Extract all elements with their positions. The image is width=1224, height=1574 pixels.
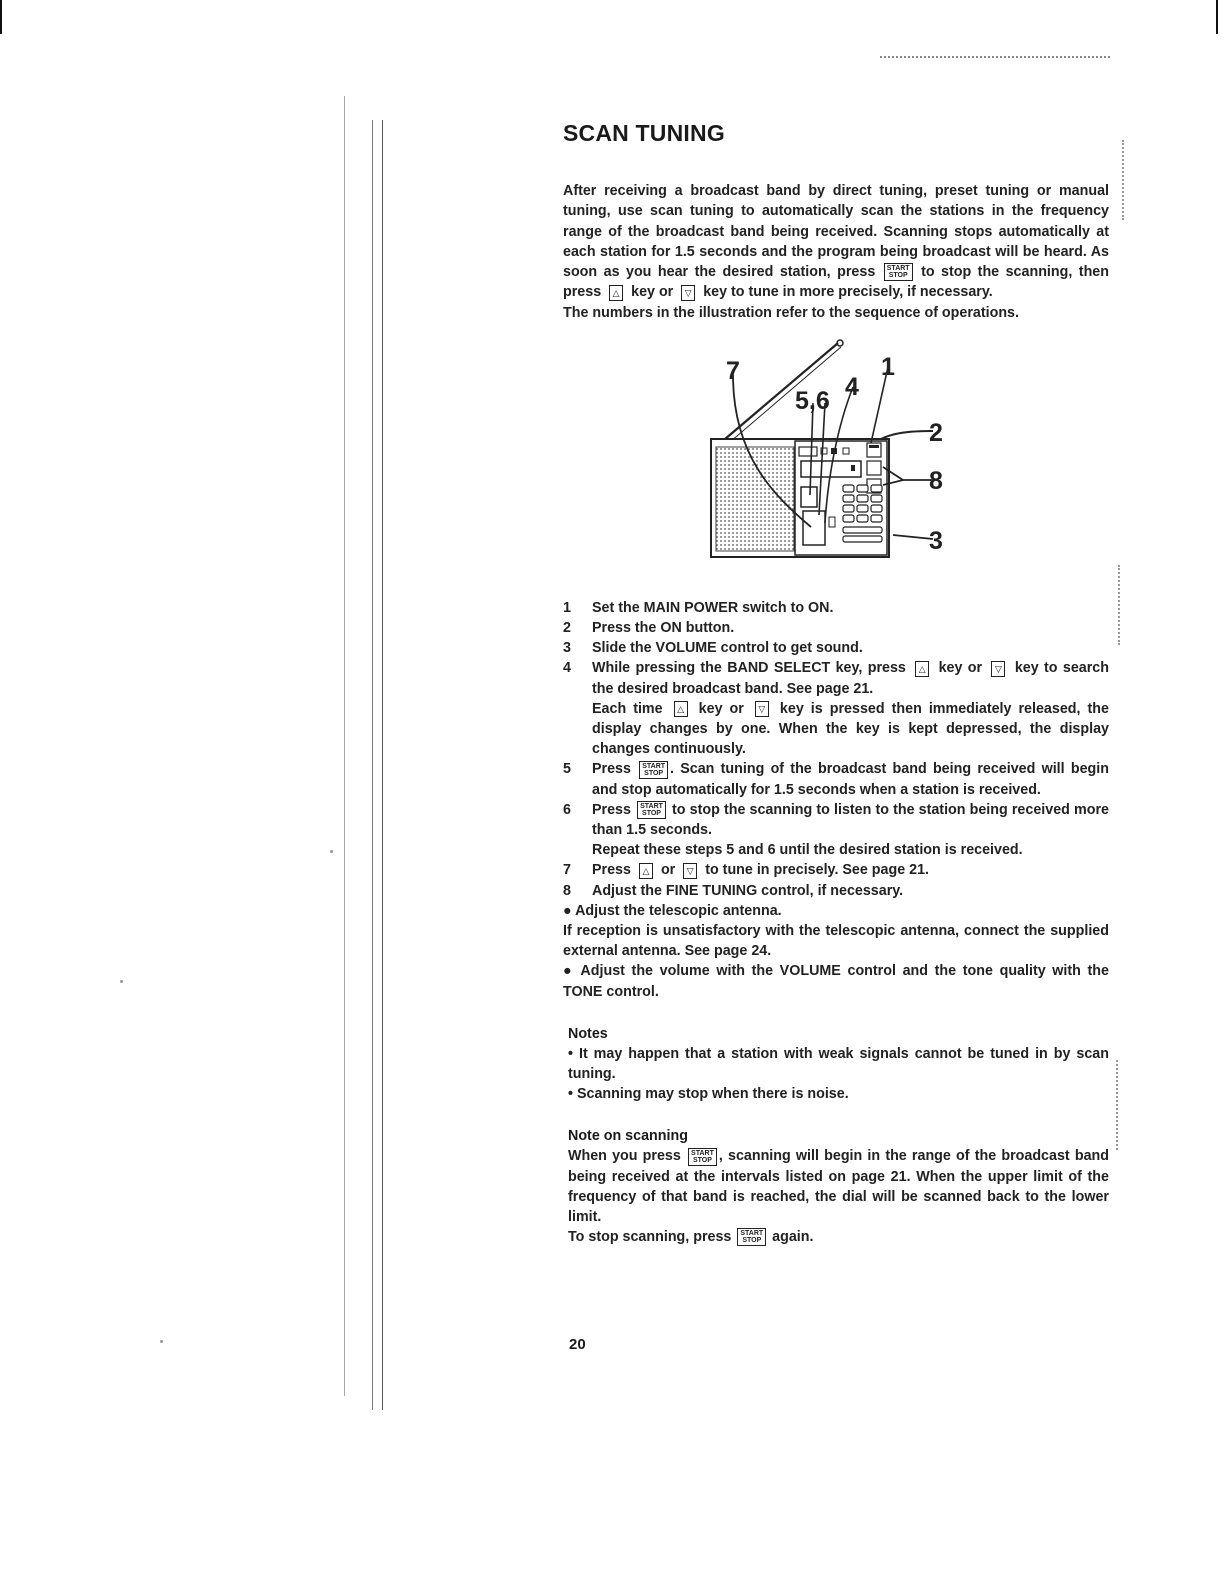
- note-item: • It may happen that a station with weak signals cannot be tuned in by scan tuning.: [568, 1045, 1109, 1083]
- radio-illustration: [563, 335, 1109, 570]
- scan-edge-right: [1216, 0, 1218, 34]
- right-scan-dots-3: [1116, 1060, 1120, 1150]
- steps-list: [563, 598, 1109, 901]
- step-1: 1 Set the MAIN POWER switch to ON.: [563, 599, 834, 616]
- stop-scanning-line: To stop scanning, press START STOP again.: [568, 1229, 814, 1246]
- top-scan-noise: [880, 56, 1110, 64]
- down-key-icon: ▽: [683, 863, 697, 879]
- up-key-icon: △: [915, 661, 929, 677]
- callout-8: 8: [929, 466, 943, 495]
- antenna-paragraph: If reception is unsatisfactory with the telescopic antenna, connect the supplied external antenna. See page 24.: [563, 923, 1109, 960]
- page-number: 20: [569, 1336, 586, 1353]
- step-4: 4 While pressing the BAND SELECT key, press △ key or ▽ key to search the desired broadcast band. See page 21. Each time △ key or ▽ key is pressed then immediately released, the display changes by one. When the key is kept depressed, the display changes continuously.: [563, 660, 1109, 758]
- page-content: [563, 120, 1109, 1247]
- speck: [330, 850, 333, 853]
- notes-heading: Notes: [568, 1025, 608, 1042]
- step-6: 6 Press START STOP to stop the scanning to listen to the station being received more than 1.5 seconds. Repeat these steps 5 and 6 until the desired station is received.: [563, 801, 1109, 859]
- start-stop-key-icon: START STOP: [737, 1228, 766, 1246]
- up-key-icon: △: [609, 285, 623, 301]
- right-scan-dots-1: [1122, 140, 1126, 220]
- up-key-icon: △: [639, 863, 653, 879]
- step-8: 8 Adjust the FINE TUNING control, if necessary.: [563, 882, 904, 899]
- step-2: 2 Press the ON button.: [563, 619, 735, 636]
- down-key-icon: ▽: [755, 701, 769, 717]
- intro-paragraph: After receiving a broadcast band by direct tuning, preset tuning or manual tuning, use scan tuning to automatically scan the stations in the frequency range of the broadcast band being received. Scanning stops automatically at each station for 1.5 seconds and the program being broadcast will be heard. As soon as you hear the desired station, press START STOP to stop the scanning, then press △ key or ▽ key to tune in more precisely, if necessary.: [563, 183, 1109, 301]
- step-3: 3 Slide the VOLUME control to get sound.: [563, 640, 863, 657]
- note-item: • Scanning may stop when there is noise.: [568, 1086, 849, 1103]
- speck: [120, 980, 123, 983]
- up-key-icon: △: [674, 701, 688, 717]
- binding-line-2: [372, 120, 373, 1410]
- start-stop-key-icon: START STOP: [639, 761, 668, 779]
- scan-note-paragraph: When you press START STOP , scanning will begin in the range of the broadcast band being received at the intervals listed on page 21. When the upper limit of the frequency of that band is reached, the dial will be scanned back to the lower limit.: [568, 1148, 1109, 1226]
- page-title: SCAN TUNING: [563, 120, 725, 146]
- sequence-note: The numbers in the illustration refer to the sequence of operations.: [563, 304, 1019, 321]
- start-stop-key-icon: START STOP: [884, 263, 913, 281]
- scan-note-heading: Note on scanning: [568, 1128, 688, 1145]
- callout-1: 1: [881, 352, 895, 381]
- start-stop-key-icon: START STOP: [688, 1148, 717, 1166]
- antenna-bullet: ● Adjust the telescopic antenna.: [563, 902, 782, 919]
- step-5: 5 Press START STOP . Scan tuning of the broadcast band being received will begin and stop automatically for 1.5 seconds when a station is received.: [563, 761, 1109, 798]
- right-scan-dots-2: [1118, 565, 1122, 645]
- volume-bullet: ● Adjust the volume with the VOLUME control and the tone quality with the TONE control.: [563, 963, 1109, 1000]
- speck: [160, 1340, 163, 1343]
- notes-list: [568, 1044, 1109, 1105]
- binding-line-3: [382, 120, 383, 1410]
- down-key-icon: ▽: [991, 661, 1005, 677]
- callout-5-6: 5,6: [795, 386, 830, 415]
- binding-line-1: [344, 96, 345, 1396]
- down-key-icon: ▽: [681, 285, 695, 301]
- start-stop-key-icon: START STOP: [637, 801, 666, 819]
- scan-note-body: [568, 1146, 1109, 1247]
- callout-2: 2: [929, 418, 943, 447]
- callout-4: 4: [845, 372, 859, 401]
- callout-7: 7: [726, 356, 740, 385]
- step-7: 7 Press △ or ▽ to tune in precisely. See page 21.: [563, 862, 930, 879]
- scan-edge-left: [0, 0, 2, 34]
- radio-diagram: [563, 335, 1109, 570]
- callout-3: 3: [929, 526, 943, 555]
